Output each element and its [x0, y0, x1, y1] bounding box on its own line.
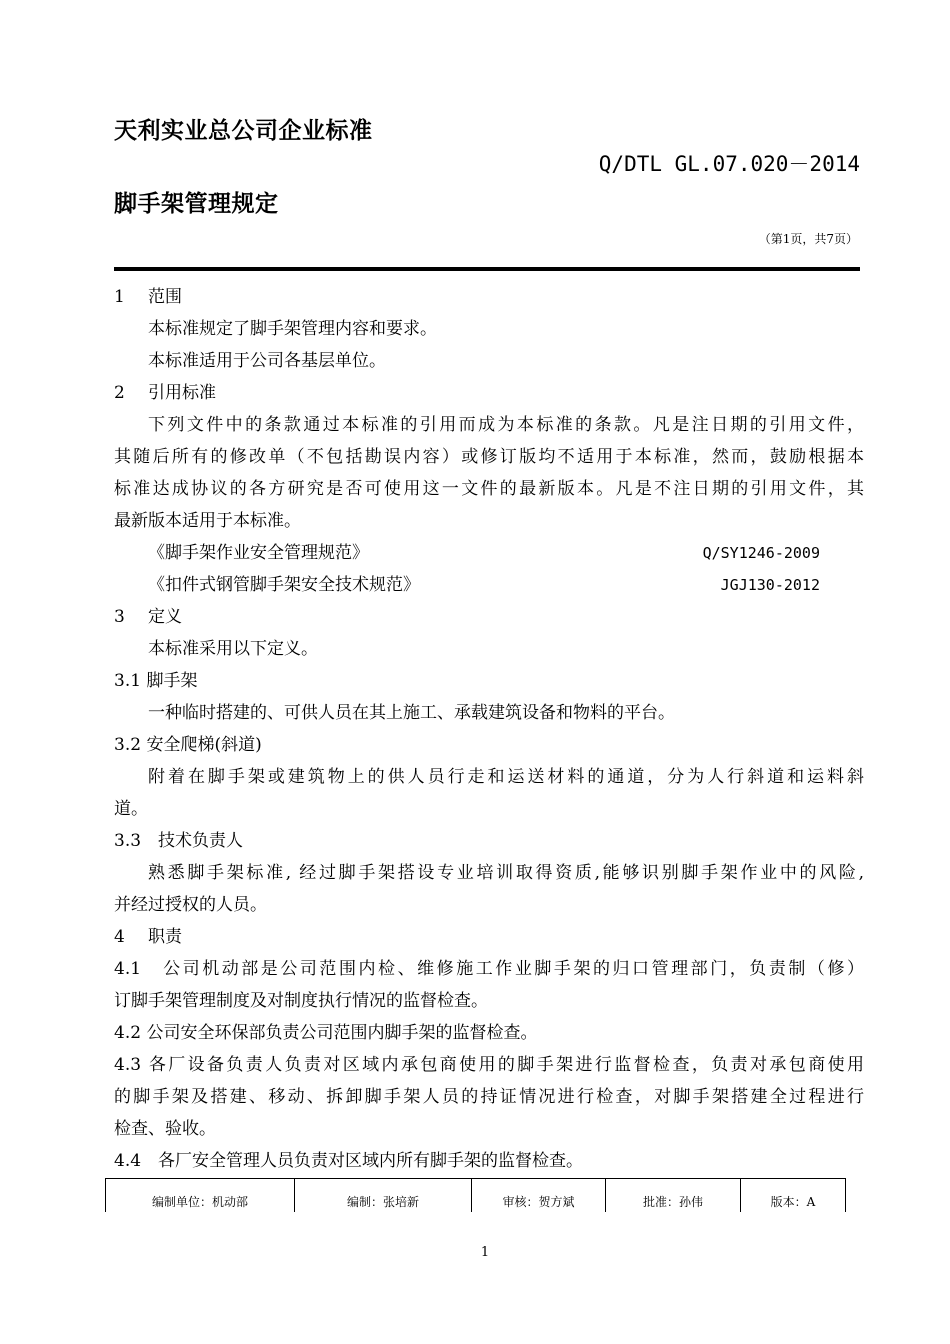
paragraph-line: 并经过授权的人员。 [114, 895, 267, 915]
paragraph-line: 最新版本适用于本标准。 [114, 511, 301, 531]
paragraph-line: 4.1 公司机动部是公司范围内检、维修施工作业脚手架的归口管理部门，负责制（修） [114, 959, 864, 979]
section-4-heading [114, 921, 864, 953]
version-cell: 版本：A [741, 1179, 846, 1213]
standard-code: Q/DTL GL.07.020－2014 [598, 152, 860, 176]
paragraph: 一种临时搭建的、可供人员在其上施工、承载建筑设备和物料的平台。 [148, 703, 675, 723]
paragraph-line: 订脚手架管理制度及对制度执行情况的监督检查。 [114, 991, 488, 1011]
editor-cell: 编制：张培新 [295, 1179, 472, 1213]
reference-code: JGJ130-2012 [720, 576, 820, 594]
paragraph-line: 其随后所有的修改单（不包括勘误内容）或修订版均不适用于本标准，然而，鼓励根据本 [114, 447, 864, 467]
reviewer-cell: 审核：贺方斌 [472, 1179, 606, 1213]
paragraph: 4.4 各厂安全管理人员负责对区域内所有脚手架的监督检查。 [114, 1151, 584, 1171]
paragraph-line: 4.3 各厂设备负责人负责对区域内承包商使用的脚手架进行监督检查，负责对承包商使用 [114, 1055, 864, 1075]
reference-code: Q/SY1246-2009 [702, 544, 820, 562]
reference-name: 《脚手架作业安全管理规范》 [148, 543, 369, 563]
paragraph-line: 的脚手架及搭建、移动、拆卸脚手架人员的持证情况进行检查，对脚手架搭建全过程进行 [114, 1087, 864, 1107]
paragraph: 本标准规定了脚手架管理内容和要求。 [148, 319, 437, 339]
section-number: 4 [114, 927, 125, 947]
paragraph: 本标准采用以下定义。 [148, 639, 318, 659]
reference-item [114, 537, 864, 569]
section-number: 3 [114, 607, 125, 627]
header-rule [114, 267, 860, 271]
paragraph: 本标准适用于公司各基层单位。 [148, 351, 386, 371]
paragraph-line: 标准达成协议的各方研究是否可使用这一文件的最新版本。凡是不注日期的引用文件，其 [114, 479, 864, 499]
section-title: 引用标准 [148, 383, 216, 403]
section-number: 1 [114, 287, 125, 307]
section-2-heading [114, 377, 864, 409]
page-info: （第1页，共7页） [758, 232, 858, 246]
page-number: 1 [480, 1245, 490, 1260]
paragraph-line: 下列文件中的条款通过本标准的引用而成为本标准的条款。凡是注日期的引用文件， [148, 415, 864, 435]
section-number: 2 [114, 383, 125, 403]
subsection-3-1-heading: 3.1 脚手架 [114, 671, 198, 691]
section-title: 定义 [148, 607, 182, 627]
paragraph-line: 道。 [114, 799, 148, 819]
document-body [114, 281, 864, 1177]
approval-row [106, 1179, 846, 1213]
section-3-heading [114, 601, 864, 633]
document-title: 脚手架管理规定 [114, 191, 279, 217]
approval-table [105, 1178, 846, 1212]
paragraph: 4.2 公司安全环保部负责公司范围内脚手架的监督检查。 [114, 1023, 538, 1043]
section-1-heading [114, 281, 864, 313]
section-title: 职责 [148, 927, 182, 947]
reference-name: 《扣件式钢管脚手架安全技术规范》 [148, 575, 420, 595]
paragraph-line: 熟悉脚手架标准, 经过脚手架搭设专业培训取得资质,能够识别脚手架作业中的风险, [148, 863, 864, 883]
reference-item [114, 569, 864, 601]
company-standard-title: 天利实业总公司企业标准 [114, 118, 373, 144]
subsection-3-3-heading: 3.3 技术负责人 [114, 831, 244, 851]
approver-cell: 批准：孙伟 [606, 1179, 741, 1213]
subsection-3-2-heading: 3.2 安全爬梯(斜道) [114, 735, 262, 755]
paragraph-line: 检查、验收。 [114, 1119, 216, 1139]
prepared-unit-cell: 编制单位：机动部 [106, 1179, 295, 1213]
section-title: 范围 [148, 287, 182, 307]
paragraph-line: 附着在脚手架或建筑物上的供人员行走和运送材料的通道，分为人行斜道和运料斜 [148, 767, 864, 787]
